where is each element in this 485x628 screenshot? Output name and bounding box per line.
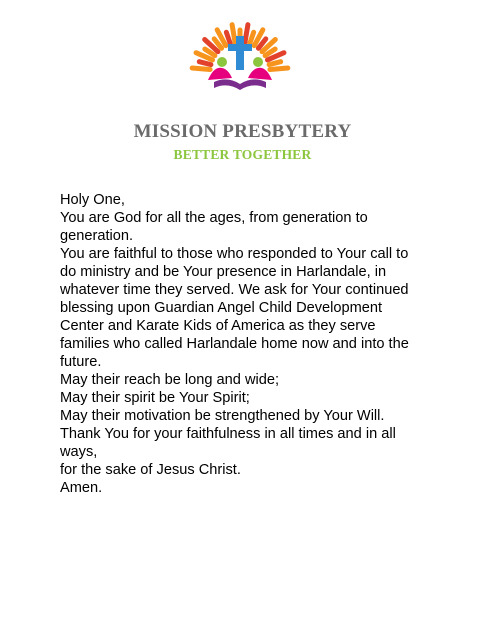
sun-ray xyxy=(232,25,235,43)
prayer-line: do ministry and be Your presence in Harlandale, in xyxy=(60,264,387,280)
prayer-line: families who called Harlandale home now and into the xyxy=(60,336,409,352)
prayer-line: for the sake of Jesus Christ. xyxy=(60,462,241,478)
cross-icon xyxy=(236,36,244,70)
prayer-line: May their reach be long and wide; xyxy=(60,372,280,388)
prayer-line: Holy One, xyxy=(60,192,125,208)
prayer-line: May their motivation be strengthened by Your Will. xyxy=(60,408,385,424)
sun-ray xyxy=(270,68,288,69)
sunburst-cross-people-icon xyxy=(184,22,296,100)
sun-ray xyxy=(269,62,281,65)
presbytery-logo xyxy=(0,22,485,162)
prayer-line: whatever time they served. We ask for Your continued xyxy=(60,282,409,298)
book-icon xyxy=(214,79,266,90)
org-name: MISSION PRESBYTERY xyxy=(133,121,352,142)
sun-ray xyxy=(250,32,254,43)
prayer-line: You are faithful to those who responded to Your call to xyxy=(60,246,409,262)
prayer-line: ways, xyxy=(60,444,98,460)
person-left-head xyxy=(217,57,227,67)
sun-ray xyxy=(199,62,211,65)
sun-ray xyxy=(245,25,248,43)
prayer-text xyxy=(60,191,430,497)
prayer-line: future. xyxy=(60,354,102,370)
sun-ray xyxy=(226,32,230,43)
prayer-line: Amen. xyxy=(60,480,103,496)
prayer-line: Center and Karate Kids of America as they serve xyxy=(60,318,376,334)
prayer-line: Thank You for your faithfulness in all times and in all xyxy=(60,426,396,442)
prayer-line: generation. xyxy=(60,228,134,244)
tagline: BETTER TOGETHER xyxy=(173,147,312,162)
prayer-line: blessing upon Guardian Angel Child Development xyxy=(60,300,383,316)
prayer-line: May their spirit be Your Spirit; xyxy=(60,390,250,406)
person-right-head xyxy=(253,57,263,67)
sun-ray xyxy=(192,68,210,69)
prayer-line: You are God for all the ages, from generation to xyxy=(60,210,368,226)
